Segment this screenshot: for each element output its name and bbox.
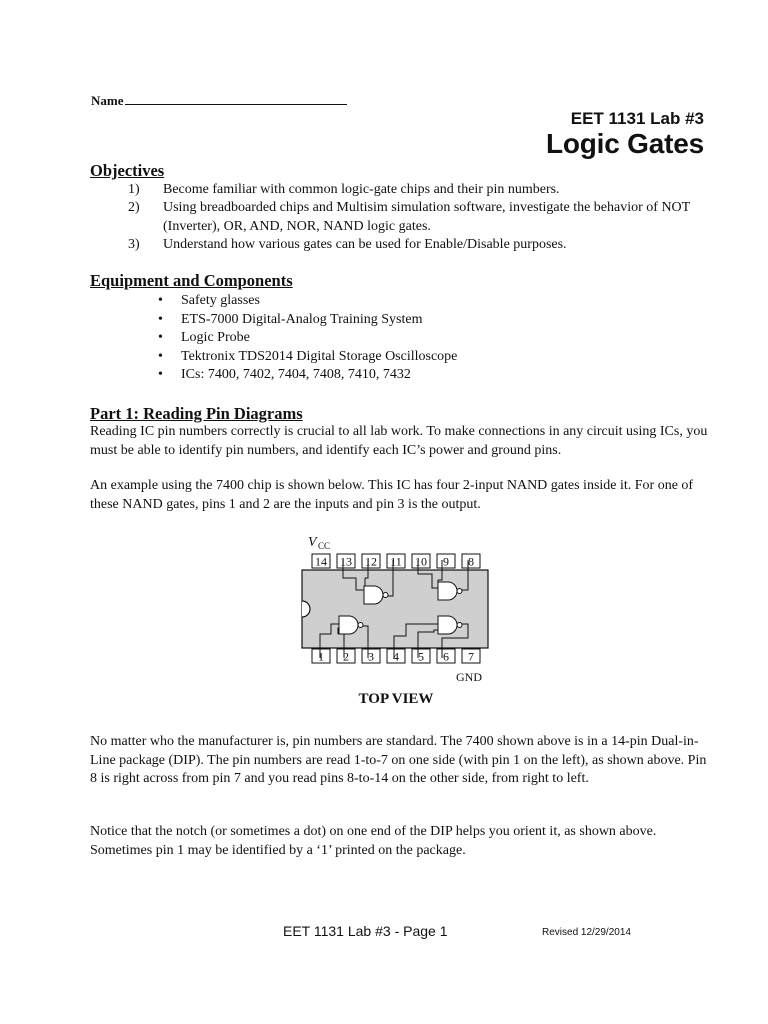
svg-text:4: 4 (393, 649, 399, 664)
svg-text:5: 5 (418, 649, 424, 664)
svg-text:7: 7 (468, 649, 474, 664)
pin-11 (387, 554, 405, 569)
svg-text:6: 6 (443, 649, 449, 664)
page-title: Logic Gates (545, 128, 704, 159)
pin-5 (412, 649, 430, 664)
svg-text:3: 3 (368, 649, 374, 664)
part1-paragraph-1: Reading IC pin numbers correctly is crucial to all lab work. To make connections in any circuit using ICs, you must be able to identify pin numbers, and identify each IC’s power and ground pins. (90, 424, 708, 458)
dip-pin-diagram (286, 530, 496, 690)
list-item: • Logic Probe (158, 329, 457, 348)
svg-text:14: 14 (315, 554, 327, 569)
pin-9 (437, 554, 455, 569)
pin-10 (412, 554, 430, 569)
svg-text:8: 8 (468, 554, 474, 569)
pin-8 (462, 554, 480, 569)
pin-14 (312, 554, 330, 569)
vcc-subscript: CC (318, 541, 331, 551)
footer-revised: Revised 12/29/2014 (542, 927, 631, 938)
equipment-heading: Equipment and Components (90, 271, 293, 290)
lab-number: EET 1131 Lab #3 (570, 109, 704, 128)
pin-6 (437, 649, 455, 664)
part1-paragraph-2: An example using the 7400 chip is shown below. This IC has four 2-input NAND gates inside it. For one of these NAND gates, pins 1 and 2 are the inputs and pin 3 is the output. (90, 478, 694, 512)
list-item: 1) Become familiar with common logic-gate chips and their pin numbers. (128, 182, 560, 197)
pin-13 (337, 554, 355, 569)
list-item: • Tektronix TDS2014 Digital Storage Oscilloscope (158, 348, 457, 367)
vcc-label: V (308, 535, 317, 550)
footer-page-label: EET 1131 Lab #3 - Page 1 (283, 923, 448, 939)
svg-text:11: 11 (390, 554, 402, 569)
gnd-label: GND (456, 670, 482, 684)
list-item: • ETS-7000 Digital-Analog Training System (158, 311, 457, 330)
svg-text:1: 1 (318, 649, 324, 664)
name-label: Name (91, 93, 124, 108)
svg-text:2: 2 (343, 649, 349, 664)
list-item: 3) Understand how various gates can be used for Enable/Disable purposes. (128, 236, 567, 252)
pin-3 (362, 649, 380, 664)
name-field (91, 92, 347, 109)
pin-7 (462, 649, 480, 664)
pin-1 (312, 649, 330, 664)
equipment-list (158, 292, 457, 385)
part1-heading: Part 1: Reading Pin Diagrams (90, 404, 303, 423)
list-item: 2) Using breadboarded chips and Multisim simulation software, investigate the behavior of NOT (Inverter), OR, AND, NOR, NAND logic gates. (128, 200, 690, 234)
top-pin-row (312, 554, 480, 569)
svg-text:10: 10 (415, 554, 427, 569)
part1-paragraph-4: Notice that the notch (or sometimes a dot) on one end of the DIP helps you orient it, as shown above. Sometimes pin 1 may be identified by a ‘1’ printed on the package. (90, 824, 657, 858)
pin-12 (362, 554, 380, 569)
diagram-caption: TOP VIEW (358, 691, 434, 707)
objectives-heading: Objectives (90, 161, 165, 180)
objectives-list (128, 181, 718, 254)
pin-4 (387, 649, 405, 664)
part1-paragraph-3: No matter who the manufacturer is, pin numbers are standard. The 7400 shown above is in a 14-pin Dual-in-Line package (DIP). The pin numbers are read 1-to-7 on one side (with pin 1 on the left), as shown above. Pin 8 is right across from pin 7 and you read pins 8-to-14 on the other side, from right to left. (90, 734, 707, 786)
pin-2 (337, 649, 355, 664)
name-blank-line (125, 92, 347, 105)
list-item: • ICs: 7400, 7402, 7404, 7408, 7410, 7432 (158, 366, 457, 385)
list-item: • Safety glasses (158, 292, 457, 311)
bottom-pin-row (312, 649, 480, 664)
svg-text:9: 9 (443, 554, 449, 569)
svg-text:12: 12 (365, 554, 377, 569)
svg-text:13: 13 (340, 554, 352, 569)
